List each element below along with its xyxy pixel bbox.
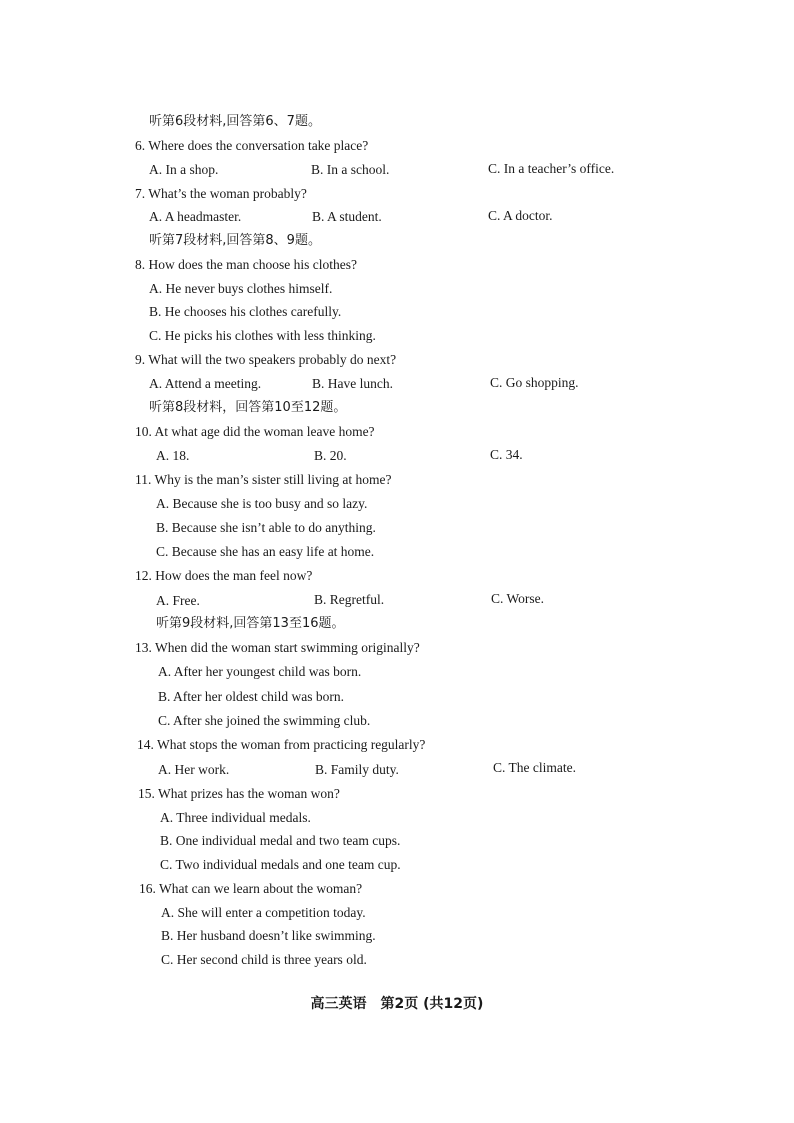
option-b: B. Her husband doesn’t like swimming. <box>161 928 376 943</box>
option-b: B. Because she isn’t able to do anything. <box>156 520 376 535</box>
option-c: C. He picks his clothes with less thinking. <box>149 328 376 343</box>
option-a: A. Because she is too busy and so lazy. <box>156 496 368 511</box>
option-a: A. He never buys clothes himself. <box>149 281 333 296</box>
section-heading: 听第9段材料,回答第13至16题。 <box>156 616 345 631</box>
question-stem: 16. What can we learn about the woman? <box>139 881 363 896</box>
option-a: A. Three individual medals. <box>160 810 311 825</box>
option-b: B. After her oldest child was born. <box>158 689 344 704</box>
option-b: B. 20. <box>314 448 347 463</box>
option-c: C. 34. <box>490 447 523 462</box>
question-stem: 7. What’s the woman probably? <box>135 186 307 201</box>
option-b: B. Have lunch. <box>312 376 393 391</box>
option-b: B. In a school. <box>311 162 390 177</box>
option-c: C. Worse. <box>491 591 545 606</box>
option-b: B. Regretful. <box>314 592 385 607</box>
option-c: C. Go shopping. <box>490 375 579 390</box>
option-b: B. Family duty. <box>315 762 399 777</box>
section-heading: 听第7段材料,回答第8、9题。 <box>149 233 321 248</box>
option-a: A. Free. <box>156 593 200 608</box>
question-stem: 13. When did the woman start swimming originally? <box>135 640 420 655</box>
question-stem: 12. How does the man feel now? <box>135 568 313 583</box>
option-a: A. After her youngest child was born. <box>158 664 362 679</box>
page-footer <box>0 993 794 1013</box>
question-stem: 15. What prizes has the woman won? <box>138 786 340 801</box>
question-stem: 8. How does the man choose his clothes? <box>135 257 357 272</box>
option-c: C. After she joined the swimming club. <box>158 713 371 728</box>
option-a: A. Attend a meeting. <box>149 376 262 391</box>
option-c: C. Because she has an easy life at home. <box>156 544 375 559</box>
question-stem: 6. Where does the conversation take place? <box>135 138 369 153</box>
option-c: C. Two individual medals and one team cup. <box>160 857 401 872</box>
question-stem: 9. What will the two speakers probably do next? <box>135 352 397 367</box>
option-b: B. He chooses his clothes carefully. <box>149 304 342 319</box>
option-c: C. In a teacher’s office. <box>488 161 615 176</box>
option-c: C. A doctor. <box>488 208 553 223</box>
option-b: B. A student. <box>312 209 382 224</box>
option-a: A. A headmaster. <box>149 209 242 224</box>
section-heading: 听第8段材料，回答第10至12题。 <box>149 400 347 415</box>
question-stem: 10. At what age did the woman leave home? <box>135 424 375 439</box>
footer-page-number: 第2页 (共12页) <box>380 996 484 1012</box>
footer-subject: 高三英语 <box>310 996 367 1012</box>
option-b: B. One individual medal and two team cups. <box>160 833 401 848</box>
option-a: A. Her work. <box>158 762 230 777</box>
option-c: C. Her second child is three years old. <box>161 952 367 967</box>
option-a: A. In a shop. <box>149 162 219 177</box>
question-stem: 14. What stops the woman from practicing regularly? <box>137 737 426 752</box>
option-a: A. 18. <box>156 448 190 463</box>
section-heading: 听第6段材料,回答第6、7题。 <box>149 114 321 129</box>
option-a: A. She will enter a competition today. <box>161 905 366 920</box>
option-c: C. The climate. <box>493 760 576 775</box>
question-stem: 11. Why is the man’s sister still living at home? <box>135 472 392 487</box>
